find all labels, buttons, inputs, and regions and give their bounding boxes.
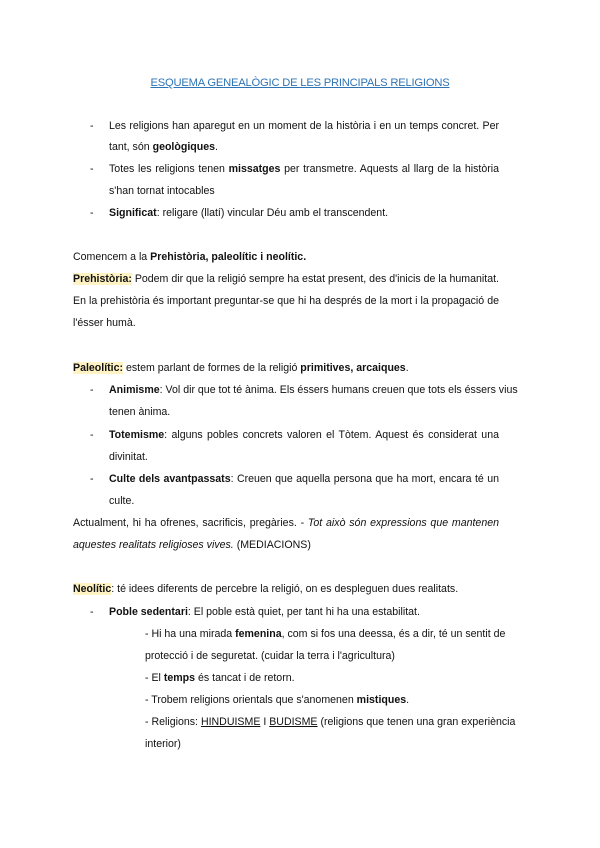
budisme-link: BUDISME <box>269 716 318 728</box>
neolitic-point-3: - Trobem religions orientals que s'anomenen mistiques. <box>145 694 410 706</box>
prehistoria-paragraph-line-2: En la prehistòria és important preguntar-se que hi ha després de la mort i la propagació de <box>73 295 499 307</box>
neolitic-point-1-line-2: protecció i de seguretat. (cuidar la terra i l'agricultura) <box>145 650 395 662</box>
prehistoria-intro: Comencem a la Prehistòria, paleolític i neolític. <box>73 251 307 263</box>
paleolitic-intro: Paleolític: estem parlant de formes de la religió primitives, arcaiques. <box>73 362 409 374</box>
bullet-dash: - <box>90 384 94 396</box>
neolitic-intro: Neolític: té idees diferents de percebre la religió, on es despleguen dues realitats. <box>73 583 459 595</box>
prehistoria-label: Prehistòria: <box>73 273 132 285</box>
paleolitic-closing-line-2: aquestes realitats religioses vives. (MEDIACIONS) <box>73 539 311 551</box>
bullet-dash: - <box>90 473 94 485</box>
intro-bullet-2-line-1: Totes les religions tenen missatges per transmetre. Aquests al llarg de la història <box>109 163 499 175</box>
paleolitic-item-3-line-2: culte. <box>109 495 135 507</box>
page-title: ESQUEMA GENEALÒGIC DE LES PRINCIPALS RELIGIONS <box>150 77 450 89</box>
hinduisme-link: HINDUISME <box>200 716 261 728</box>
neolitic-point-1-line-1: - Hi ha una mirada femenina, com si fos una deessa, és a dir, té un sentit de <box>145 628 506 640</box>
neolitic-point-4-line-1: - Religions: HINDUISME I BUDISME (religions que tenen una gran experiència <box>145 716 516 728</box>
bullet-dash: - <box>90 207 94 219</box>
intro-bullet-1-line-2: tant, són geològiques. <box>109 141 218 153</box>
neolitic-label: Neolític <box>73 583 112 595</box>
paleolitic-item-2-line-1: Totemisme: alguns pobles concrets valoren el Tòtem. Aquest és considerat una <box>109 429 499 441</box>
paleolitic-item-1-line-1: Animisme: Vol dir que tot té ànima. Els éssers humans creuen que tots els éssers vius <box>109 384 518 396</box>
paleolitic-item-2-line-2: divinitat. <box>109 451 148 463</box>
bullet-dash: - <box>90 429 94 441</box>
prehistoria-paragraph-line-3: l'ésser humà. <box>73 317 136 329</box>
paleolitic-label: Paleolític: <box>73 362 124 374</box>
bullet-dash: - <box>90 120 94 132</box>
neolitic-point-4-line-2: interior) <box>145 738 181 750</box>
bullet-dash: - <box>90 606 94 618</box>
intro-bullet-3: Significat: religare (llatí) vincular Déu amb el transcendent. <box>109 207 389 219</box>
prehistoria-paragraph-line-1: Prehistòria: Podem dir que la religió sempre ha estat present, des d'inicis de la humanitat. <box>73 273 499 285</box>
neolitic-sub: Poble sedentari: El poble està quiet, per tant hi ha una estabilitat. <box>109 606 420 618</box>
paleolitic-item-1-line-2: tenen ànima. <box>109 406 171 418</box>
intro-bullet-2-line-2: s'han tornat intocables <box>109 185 215 197</box>
bullet-dash: - <box>90 163 94 175</box>
neolitic-point-2: - El temps és tancat i de retorn. <box>145 672 295 684</box>
paleolitic-item-3-line-1: Culte dels avantpassats: Creuen que aquella persona que ha mort, encara té un <box>109 473 499 485</box>
paleolitic-closing-line-1: Actualment, hi ha ofrenes, sacrificis, pregàries. - Tot això són expressions que mantenen <box>73 517 499 529</box>
intro-bullet-1-line-1: Les religions han aparegut en un moment de la història i en un temps concret. Per <box>109 120 499 132</box>
